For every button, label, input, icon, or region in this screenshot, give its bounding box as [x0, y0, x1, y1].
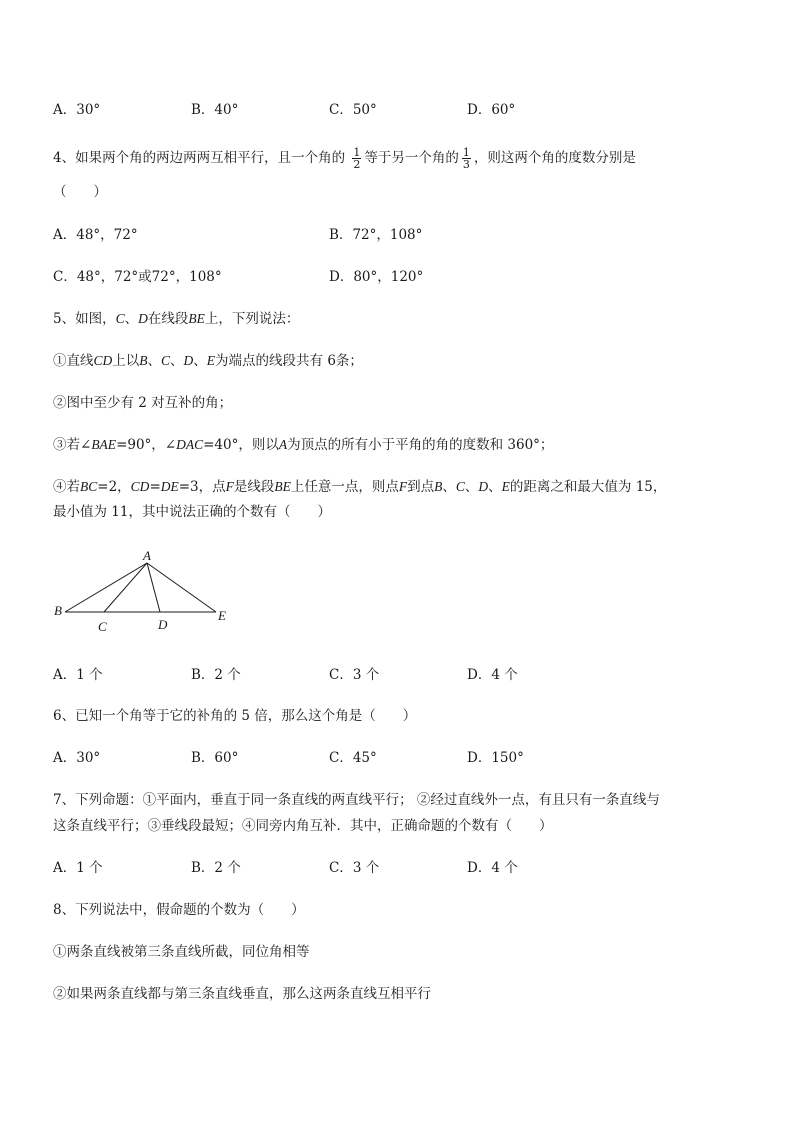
var-c: C: [455, 479, 465, 494]
q6-option-b: B．60°: [191, 750, 239, 766]
q4-stem-b: 等于另一个角的: [364, 150, 459, 166]
q7-option-a: A．1 个: [53, 860, 103, 876]
text-segment: 、: [170, 353, 184, 369]
var-e: E: [206, 353, 216, 368]
q8-stem: 8、下列说法中，假命题的个数为（ ）: [53, 902, 305, 918]
text-segment: 是线段: [233, 479, 275, 495]
q4-answer-paren: （ ）: [53, 184, 107, 200]
text-segment: 、: [193, 353, 207, 369]
text-segment: 上，下列说法：: [204, 311, 300, 327]
text-segment: 上任意一点，则点: [290, 479, 399, 495]
var-e: E: [501, 479, 510, 494]
var-be: BE: [188, 311, 205, 326]
var-b: B: [139, 353, 148, 368]
q3-option-c: C．50°: [329, 102, 377, 118]
q4-option-d: D．80°，120°: [329, 269, 424, 285]
q5-stem: [53, 309, 299, 329]
q8-statement-1: ①两条直线被第三条直线所截，同位角相等: [53, 944, 310, 960]
q3-option-b: B．40°: [191, 102, 239, 118]
text-segment: 5、如图，: [53, 311, 116, 327]
text-segment: 为端点的线段共有 6条；: [215, 353, 363, 369]
q4-option-a: A．48°，72°: [53, 227, 138, 243]
text-segment: ④若: [53, 479, 80, 495]
q8-statement-2: ②如果两条直线都与第三条直线垂直，那么这两条直线互相平行: [53, 986, 431, 1002]
q4-stem-c: ，则这两个角的度数分别是: [473, 150, 636, 166]
text-segment: =: [149, 479, 161, 495]
q5-figure: [50, 548, 240, 638]
var-dac: DAC: [176, 437, 204, 452]
q3-option-a: A．30°: [53, 102, 101, 118]
text-segment: 上以: [112, 353, 140, 369]
q7-option-b: B．2 个: [191, 860, 241, 876]
var-cd: CD: [130, 479, 150, 494]
text-segment: 、: [147, 353, 162, 369]
var-d: D: [138, 311, 148, 326]
text-segment: 到点: [407, 479, 435, 495]
segment-ab: [65, 563, 147, 612]
q7-stem-line-1: 7、下列命题：①平面内，垂直于同一条直线的两直线平行； ②经过直线外一点，有且只有一条直线与: [53, 792, 660, 808]
var-c: C: [115, 311, 125, 326]
q6-option-a: A．30°: [53, 750, 101, 766]
q5-option-b: B．2 个: [191, 667, 241, 683]
fraction-denominator: 3: [462, 158, 470, 171]
q7-option-c: C．3 个: [329, 860, 380, 876]
text-segment: ①直线: [53, 353, 94, 369]
var-bae: BAE: [91, 437, 117, 452]
var-be: BE: [274, 479, 291, 494]
point-label-c: C: [98, 619, 107, 634]
segment-ac: [104, 563, 147, 612]
q4-option-c: C．48°，72°或72°，108°: [53, 269, 222, 285]
point-label-a: A: [143, 548, 151, 563]
q4-option-b: B．72°，108°: [329, 227, 423, 243]
var-cd: CD: [93, 353, 113, 368]
text-segment: =90°，∠: [116, 437, 177, 453]
text-segment: ③若∠: [53, 437, 92, 453]
var-f: F: [398, 479, 408, 494]
fraction-denominator: 2: [353, 158, 361, 171]
var-bc: BC: [80, 479, 98, 494]
q5-statement-3: [53, 435, 553, 455]
q5-option-a: A．1 个: [53, 667, 103, 683]
text-segment: 、: [124, 311, 139, 327]
var-f: F: [225, 479, 234, 494]
text-segment: =2，: [97, 479, 131, 495]
text-segment: 的距离之和最大值为 15，: [509, 479, 667, 495]
q5-option-c: C．3 个: [329, 667, 380, 683]
text-segment: 、: [488, 479, 502, 495]
q6-stem: 6、已知一个角等于它的补角的 5 倍，那么这个角是（ ）: [53, 708, 417, 724]
q4-stem-a: 4、如果两个角的两边两两互相平行，且一个角的: [53, 150, 346, 166]
point-label-e: E: [218, 608, 226, 623]
q6-option-c: C．45°: [329, 750, 377, 766]
q4-fraction-third: [462, 147, 471, 170]
var-d: D: [183, 353, 194, 368]
q7-stem-line-2: 这条直线平行；③垂线段最短；④同旁内角互补．其中，正确命题的个数有（ ）: [53, 818, 553, 834]
text-segment: 、: [442, 479, 456, 495]
var-a: A: [278, 437, 288, 452]
q5-statement-4: [53, 477, 666, 497]
var-c: C: [161, 353, 171, 368]
q5-statement-2: ②图中至少有 2 对互补的角；: [53, 395, 233, 411]
text-segment: 、: [464, 479, 479, 495]
var-de: DE: [160, 479, 179, 494]
var-b: B: [434, 479, 443, 494]
q5-option-d: D．4 个: [467, 667, 518, 683]
q3-option-d: D．60°: [467, 102, 516, 118]
text-segment: =3，点: [178, 479, 226, 495]
text-segment: 在线段: [147, 311, 189, 327]
q6-option-d: D．150°: [467, 750, 524, 766]
q5-statement-4-cont: 最小值为 11，其中说法正确的个数有（ ）: [53, 504, 331, 520]
q7-option-d: D．4 个: [467, 860, 518, 876]
text-segment: =40°，则以: [203, 437, 279, 453]
segment-ae: [147, 563, 216, 612]
fraction-numerator: 1: [353, 146, 361, 159]
q5-statement-1: [53, 351, 363, 371]
text-segment: 为顶点的所有小于平角的角的度数和 360°；: [287, 437, 554, 453]
point-label-d: D: [158, 617, 168, 632]
q4-stem: [53, 147, 636, 170]
var-d: D: [478, 479, 489, 494]
point-label-b: B: [54, 603, 62, 618]
fraction-numerator: 1: [462, 146, 470, 159]
q4-fraction-half: [352, 147, 361, 170]
